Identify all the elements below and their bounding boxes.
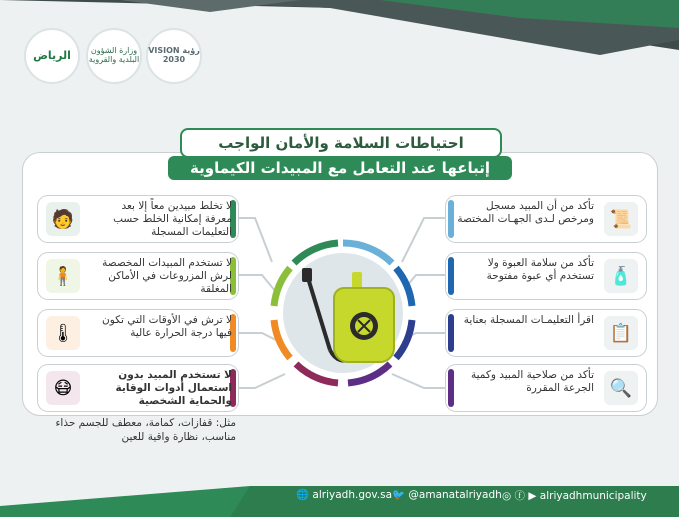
tip-card-registered: 📜 تأكد من أن المبيد مسجل ومرخص لـدى الجهـات المختصة — [446, 196, 646, 242]
youtube-icon: ▶ — [528, 490, 537, 502]
protection-note: مثل: قفازات، كمامة، معطف للجسم حذاء مناسب، نظارة واقية للعين — [55, 417, 236, 443]
globe-icon: 🌐 — [296, 489, 310, 501]
website-link[interactable]: 🌐 alriyadh.gov.sa — [296, 489, 393, 501]
page-title: احتياطات السلامة والأمان الواجب — [180, 128, 502, 158]
page-subtitle: إتباعها عند التعامل مع المبيدات الكيماوية — [168, 156, 512, 180]
facebook-icon: ⓕ — [514, 490, 526, 502]
tip-card-instructions: 📋 اقرأ التعليمـات المسجلة بعناية — [446, 310, 646, 356]
warning-card-closed-spaces: 🧍 لا تستخدم المبيدات المخصصة لرش المزروعات في الأماكن المغلقة — [38, 253, 238, 299]
sprayer-illustration — [268, 238, 418, 388]
instagram-icon: ◎ — [502, 490, 512, 502]
high-temperature-icon: 🌡 — [46, 316, 80, 350]
expiry-check-icon: 🔍 — [604, 371, 638, 405]
ministry-logo: وزارة الشؤون البلدية والقروية — [86, 28, 142, 84]
warning-card-mixing: 🧑 لا تخلط مبيدين معاً إلا بعد معرفة إمكانية الخلط حسب التعليمات المسجلة — [38, 196, 238, 242]
bottle-icon: 🧴 — [604, 259, 638, 293]
read-label-icon: 📋 — [604, 316, 638, 350]
closed-room-spray-icon: 🧍 — [46, 259, 80, 293]
twitter-link[interactable]: 🐦 @amanatalriyadh — [392, 489, 502, 501]
mixing-person-icon: 🧑 — [46, 202, 80, 236]
vision-2030-logo: VISION رؤية 2030 — [146, 28, 202, 84]
tip-card-expiry: 🔍 تأكد من صلاحية المبيد وكمية الجرعة المقررة — [446, 365, 646, 411]
warning-card-high-temperature: 🌡 لا ترش في الأوقات التي تكون فيها درجة الحرارة عالية — [38, 310, 238, 356]
riyadh-municipality-logo: الرياض — [24, 28, 80, 84]
social-links[interactable]: ◎ ⓕ ▶ alriyadhmunicipality — [502, 490, 647, 502]
tip-card-container: 🧴 تأكد من سلامة العبوة ولا تستخدم أي عبوة مفتوحة — [446, 253, 646, 299]
warning-card-protection: 😷 لا تستخدم المبيد بدون استعمال أدوات الوقاية والحماية الشخصية — [38, 365, 238, 411]
gas-mask-icon: 😷 — [46, 371, 80, 405]
certificate-icon: 📜 — [604, 202, 638, 236]
twitter-icon: 🐦 — [392, 489, 406, 501]
